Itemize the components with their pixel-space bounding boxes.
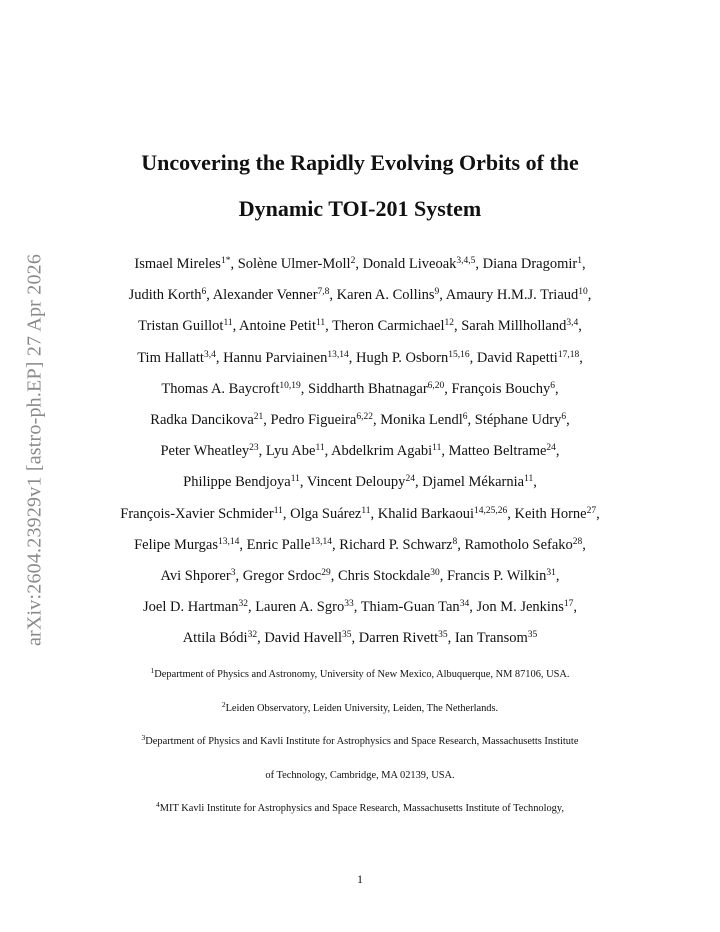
affiliation-marker: 10 <box>578 287 588 298</box>
author-line: Avi Shporer$^3$, Gregor Srdoc$^{29}$, Chris Stockdale$^{30}$, Francis P. Wilkin$^{31}$, <box>160 567 560 584</box>
author-line: Judith Korth$^6$, Alexander Venner$^{7,8}$, Karen A. Collins$^9$, Amaury H.M.J. Triaud$^{10}$, <box>128 287 592 304</box>
affiliation-marker: 11 <box>432 443 442 454</box>
author-name: Thomas A. Baycroft <box>161 380 280 397</box>
affiliation-marker: 6,20 <box>427 380 445 391</box>
author-line: Felipe Murgas$^{13,14}$, Enric Palle$^{13,14}$, Richard P. Schwarz$^8$, Ramotholo Sefako$^{28}$, <box>134 536 586 553</box>
affiliation-text: Leiden Observatory, Leiden University, Leiden, The Netherlands. <box>225 702 499 714</box>
author-list <box>60 254 660 659</box>
author-name: Judith Korth <box>128 287 202 304</box>
author-name: David Rapetti <box>476 349 558 366</box>
author-name: Ramotholo Sefako <box>464 536 573 553</box>
author-name: Richard P. Schwarz <box>339 536 453 553</box>
affiliation-marker: 1* <box>220 256 231 266</box>
author-line: Attila Bódi$^{32}$, David Havell$^{35}$, Darren Rivett$^{35}$, Ian Transom$^{35}$ <box>182 630 538 647</box>
affiliation-line <box>60 701 660 735</box>
affiliation-marker: 30 <box>430 567 440 578</box>
author-line: Philippe Bendjoya$^{11}$, Vincent Deloupy$^{24}$, Djamel Mékarnia$^{11}$, <box>183 474 537 491</box>
author-name: Philippe Bendjoya <box>183 474 291 491</box>
affiliation-marker: 32 <box>238 599 248 610</box>
author-name: Pedro Figueira <box>270 411 357 428</box>
affiliation-text: Department of Physics and Astronomy, University of New Mexico, Albuquerque, NM 87106, USA. <box>154 669 570 680</box>
affiliation-marker: 6,22 <box>356 411 373 422</box>
author-name: Joel D. Hartman <box>143 599 239 616</box>
affiliation-marker: 6 <box>201 287 207 298</box>
author-name: Tim Hallatt <box>137 349 204 366</box>
author-name: Gregor Srdoc <box>242 567 322 584</box>
author-name: Alexander Venner <box>212 287 318 304</box>
author-name: François-Xavier Schmider <box>120 505 274 522</box>
author-name: Jon M. Jenkins <box>476 599 564 616</box>
paper-title-line-2: Dynamic TOI-201 System <box>238 196 482 221</box>
author-name: Donald Liveoak <box>362 256 457 272</box>
author-line: Tristan Guillot$^{11}$, Antoine Petit$^{11}$, Theron Carmichael$^{12}$, Sarah Millholland$^{3,4}$, <box>138 318 582 335</box>
affiliation-marker: 11 <box>223 318 233 329</box>
author-name: Hannu Parviainen <box>223 349 328 366</box>
affiliation-marker: 31 <box>546 567 556 578</box>
affiliation-marker: 13,14 <box>310 536 333 547</box>
affiliation-marker: 10,19 <box>279 380 301 391</box>
author-name: Chris Stockdale <box>337 567 431 584</box>
author-name: Olga Suárez <box>290 505 362 522</box>
author-name: Peter Wheatley <box>160 443 250 460</box>
author-line: Thomas A. Baycroft$^{10,19}$, Siddharth Bhatnagar$^{6,20}$, François Bouchy$^6$, <box>161 380 559 397</box>
affiliation-marker: 15,16 <box>448 349 470 360</box>
author-name: Stéphane Udry <box>474 411 562 428</box>
affiliation-marker: 2 <box>350 256 356 266</box>
affiliation-marker: 33 <box>344 599 354 610</box>
author-name: Diana Dragomir <box>482 256 578 272</box>
author-name: François Bouchy <box>451 380 551 397</box>
affiliation-marker: 34 <box>459 599 470 610</box>
affiliation-text: MIT Kavli Institute for Astrophysics and Space Research, Massachusetts Institute of Technology, <box>159 803 564 814</box>
affiliation-marker: 32 <box>247 630 258 641</box>
author-name: Khalid Barkaoui <box>377 505 475 522</box>
affiliation-marker: 14,25,26 <box>474 505 508 516</box>
author-name: Antoine Petit <box>239 318 316 335</box>
affiliation-marker: 11 <box>273 505 283 516</box>
affiliation-marker: 3,4 <box>203 349 216 360</box>
affiliation-marker: 35 <box>342 630 352 641</box>
affiliation-line <box>60 667 660 701</box>
author-name: Avi Shporer <box>160 567 231 584</box>
affiliation-marker: 3 <box>230 567 236 578</box>
author-name: Ian Transom <box>454 630 528 647</box>
affiliation-marker: 24 <box>546 443 556 454</box>
author-name: Radka Dancikova <box>150 411 254 428</box>
affiliation-marker: 12 <box>444 318 454 329</box>
affiliation-line <box>60 801 660 835</box>
author-line: Radka Dancikova$^{21}$, Pedro Figueira$^{6,22}$, Monika Lendl$^6$, Stéphane Udry$^6$, <box>150 411 570 428</box>
affiliation-number: 3 <box>141 733 146 742</box>
affiliation-marker: 11 <box>361 505 371 516</box>
affiliation-marker: 11 <box>315 443 325 454</box>
affiliation-marker: 23 <box>249 443 259 454</box>
page-number: 1 <box>357 872 363 886</box>
affiliation-marker: 28 <box>572 536 583 547</box>
affiliation-marker: 17 <box>563 599 574 610</box>
affiliation-marker: 6 <box>561 411 567 422</box>
affiliation-marker: 1 <box>577 256 583 266</box>
affiliation-marker: 13,14 <box>327 349 349 360</box>
author-name: Monika Lendl <box>380 411 463 428</box>
author-name: Keith Horne <box>514 505 587 522</box>
author-name: Attila Bódi <box>182 630 248 647</box>
affiliation-marker: 21 <box>253 411 264 422</box>
affiliation-list <box>60 667 660 835</box>
author-name: Lauren A. Sgro <box>255 599 345 616</box>
author-line: Peter Wheatley$^{23}$, Lyu Abe$^{11}$, Abdelkrim Agabi$^{11}$, Matteo Beltrame$^{24}$, <box>160 443 560 460</box>
author-name: Amaury H.M.J. Triaud <box>445 287 579 304</box>
affiliation-number: 2 <box>221 699 226 709</box>
author-name: Tristan Guillot <box>138 318 224 335</box>
author-name: Sarah Millholland <box>461 318 567 335</box>
affiliation-marker: 8 <box>452 536 458 547</box>
affiliation-marker: 3,4 <box>566 318 579 329</box>
author-name: Hugh P. Osborn <box>355 349 449 366</box>
affiliation-marker: 11 <box>315 318 326 329</box>
affiliation-text: Department of Physics and Kavli Institute for Astrophysics and Space Research, Massachusetts Institute <box>145 736 579 747</box>
affiliation-marker: 6 <box>550 380 555 391</box>
author-name: Thiam-Guan Tan <box>360 599 460 616</box>
author-name: Matteo Beltrame <box>448 443 547 460</box>
author-name: Francis P. Wilkin <box>446 567 547 584</box>
affiliation-marker: 11 <box>524 474 534 485</box>
arxiv-identifier[interactable]: arXiv:2604.23929v1 [astro-ph.EP] 27 Apr 2026 <box>23 253 46 647</box>
affiliation-marker: 17,18 <box>557 349 580 360</box>
author-name: Ismael Mireles <box>134 256 221 272</box>
author-line: Joel D. Hartman$^{32}$, Lauren A. Sgro$^{33}$, Thiam-Guan Tan$^{34}$, Jon M. Jenkins$^{17}$, <box>143 599 577 616</box>
author-name: Siddharth Bhatnagar <box>308 380 428 397</box>
author-line: Ismael Mireles$^{1*}$, Solène Ulmer-Moll$^2$, Donald Liveoak$^{3,4,5}$, Diana Dragomir$^1$, <box>134 256 586 272</box>
author-name: Enric Palle <box>246 536 311 553</box>
affiliation-marker: 9 <box>434 287 440 298</box>
affiliation-line <box>60 768 660 802</box>
affiliation-marker: 3,4,5 <box>456 256 476 266</box>
affiliation-text: of Technology, Cambridge, MA 02139, USA. <box>265 769 455 781</box>
author-name: Solène Ulmer-Moll <box>237 256 351 272</box>
affiliation-marker: 35 <box>438 630 448 641</box>
affiliation-marker: 35 <box>527 630 538 641</box>
author-name: David Havell <box>264 630 343 647</box>
author-name: Felipe Murgas <box>134 536 218 553</box>
affiliation-marker: 27 <box>586 505 597 516</box>
author-name: Lyu Abe <box>265 443 316 460</box>
affiliation-marker: 24 <box>405 474 415 485</box>
affiliation-line <box>60 734 660 768</box>
affiliation-marker: 11 <box>290 474 300 485</box>
author-name: Theron Carmichael <box>332 318 445 335</box>
author-name: Karen A. Collins <box>336 287 435 304</box>
author-line: Tim Hallatt$^{3,4}$, Hannu Parviainen$^{13,14}$, Hugh P. Osborn$^{15,16}$, David Rapetti$^{17,18}$, <box>137 349 583 366</box>
paper-title-line-1: Uncovering the Rapidly Evolving Orbits of the <box>141 150 579 175</box>
author-name: Djamel Mékarnia <box>422 474 525 491</box>
affiliation-number: 1 <box>150 666 155 675</box>
affiliation-number: 4 <box>156 800 160 809</box>
author-name: Abdelkrim Agabi <box>331 443 433 460</box>
author-name: Vincent Deloupy <box>306 474 406 491</box>
affiliation-marker: 29 <box>321 567 331 578</box>
author-line: François-Xavier Schmider$^{11}$, Olga Suárez$^{11}$, Khalid Barkaoui$^{14,25,26}$, Keith Horne$^{27}$, <box>120 505 600 522</box>
affiliation-marker: 13,14 <box>218 536 240 547</box>
affiliation-marker: 7,8 <box>317 287 330 298</box>
author-name: Darren Rivett <box>358 630 439 647</box>
affiliation-marker: 6 <box>462 411 468 422</box>
